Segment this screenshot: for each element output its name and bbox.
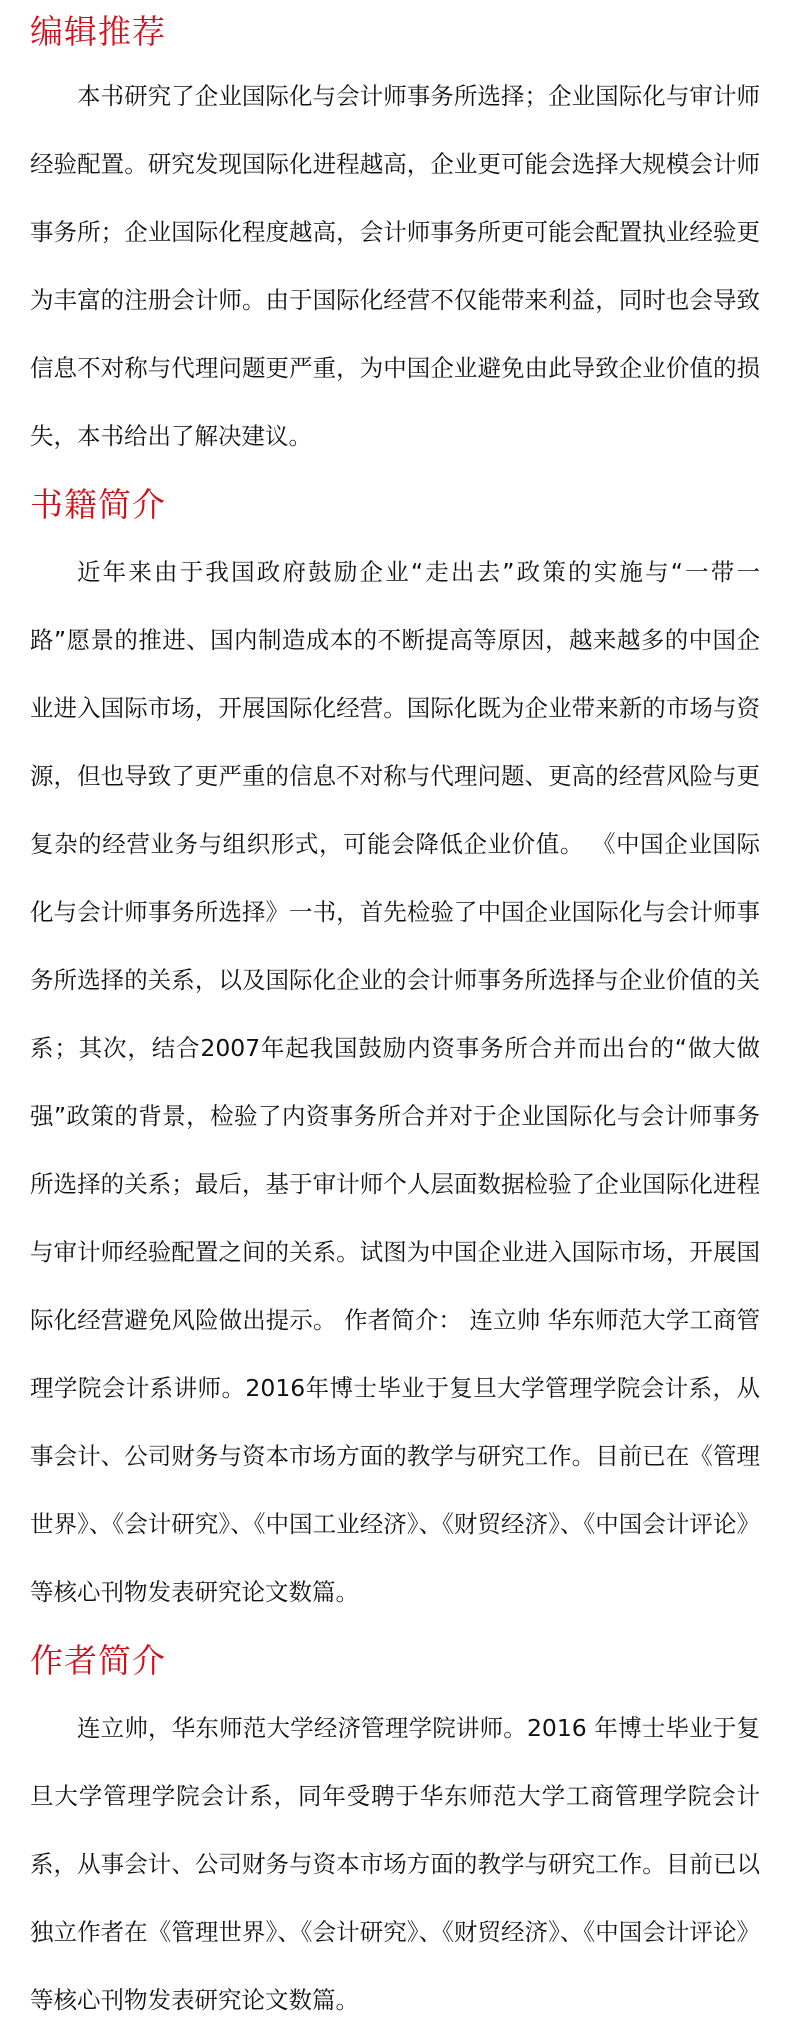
book-introduction-heading: 书籍简介 (30, 485, 166, 524)
author-introduction-section (30, 1639, 760, 2034)
book-description-page (0, 10, 790, 2034)
book-introduction-section (30, 483, 760, 1626)
editor-recommendation-heading: 编辑推荐 (30, 12, 166, 51)
book-introduction-text: 近年来由于我国政府鼓励企业“走出去”政策的实施与“一带一路”愿景的推进、国内制造成本的不断提高等原因，越来越多的中国企业进入国际市场，开展国际化经营。国际化既为企业带来新的市场与资源，但也导致了更严重的信息不对称与代理问题、更高的经营风险与更复杂的经营业务与组织形式，可能会降低企业价值。 《中国企业国际化与会计师事务所选择》一书，首先检验了中国企业国际化与会计师事务所选择的关系，以及国际化企业的会计师事务所选择与企业价值的关系；其次，结合2007年起我国鼓励内资事务所合并而出台的“做大做强”政策的背景，检验了内资事务所合并对于企业国际化与会计师事务所选择的关系；最后，基于审计师个人层面数据检验了企业国际化进程与审计师经验配置之间的关系。试图为中国企业进入国际市场，开展国际化经营避免风险做出提示。 作者简介： 连立帅 华东师范大学工商管理学院会计系讲师。2016年博士毕业于复旦大学管理学院会计系，从事会计、公司财务与资本市场方面的教学与研究工作。目前已在《管理世界》、《会计研究》、《中国工业经济》、《财贸经济》、《中国会计评论》等核心刊物发表研究论文数篇。 (30, 558, 760, 1606)
author-introduction-heading: 作者简介 (30, 1641, 166, 1680)
author-introduction-text: 连立帅，华东师范大学经济管理学院讲师。2016 年博士毕业于复旦大学管理学院会计系，同年受聘于华东师范大学工商管理学院会计系，从事会计、公司财务与资本市场方面的教学与研究工作。目前已以独立作者在《管理世界》、《会计研究》、《财贸经济》、《中国会计评论》等核心刊物发表研究论文数篇。 (30, 1714, 760, 2014)
editor-recommendation-text: 本书研究了企业国际化与会计师事务所选择；企业国际化与审计师经验配置。研究发现国际化进程越高，企业更可能会选择大规模会计师事务所；企业国际化程度越高，会计师事务所更可能会配置执业经验更为丰富的注册会计师。由于国际化经营不仅能带来利益，同时也会导致信息不对称与代理问题更严重，为中国企业避免由此导致企业价值的损失，本书给出了解决建议。 (30, 82, 760, 450)
editor-recommendation-section (30, 10, 760, 470)
